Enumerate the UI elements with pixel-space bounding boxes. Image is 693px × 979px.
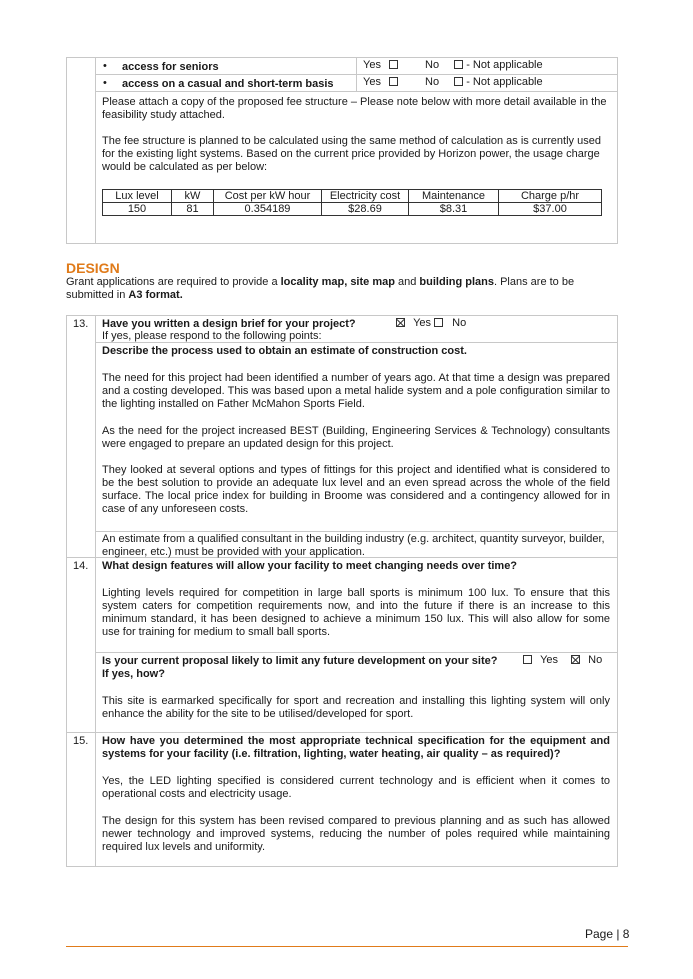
fee-header-cell: Electricity cost [322, 190, 409, 203]
fee-header-cell: Cost per kW hour [214, 190, 322, 203]
row-label-casual: access on a casual and short-term basis [122, 78, 334, 90]
fee-value-cell: 81 [172, 203, 214, 216]
section-heading-design: DESIGN [66, 260, 120, 276]
q13-estimate-note: An estimate from a qualified consultant in the building industry (e.g. architect, quantity surveyor, builder, engineer, etc.) must be provided with your application. [102, 533, 605, 558]
fee-value-cell: $28.69 [322, 203, 409, 216]
q13-question: Have you written a design brief for your project? [102, 318, 356, 330]
fee-value-cell: $8.31 [409, 203, 499, 216]
fee-description: The fee structure is planned to be calculated using the same method of calculation as is currently used for the existing light systems. Based on the current price provided by Horizon power, the usage charge would be calculated as per below: [102, 135, 601, 173]
no-label: No [588, 654, 603, 666]
q13-para-2: As the need for the project increased BEST (Building, Engineering Services & Technology) consultants were engaged to prepare an updated design for this project. [102, 425, 610, 450]
no-label: No [425, 59, 440, 71]
na-label: - Not applicable [466, 76, 543, 88]
q15-question: How have you determined the most appropriate technical specification for the equipment and systems for your facility (i.e. filtration, lighting, water heating, air quality – as required)? [102, 735, 610, 760]
question-number: 14. [73, 560, 89, 572]
q13-para-1: The need for this project had been identified a number of years ago. At that time a design was prepared and a costing developed. This was based upon a metal halide system and a pole configuration similar to the lighting installed on Father McMahon Sports Field. [102, 372, 610, 410]
no-label: No [425, 76, 440, 88]
q14-para-2: This site is earmarked specifically for sport and recreation and installing this lighting system will only enhance the ability for the site to be utilised/developed for sport. [102, 695, 610, 720]
yes-checkbox[interactable] [523, 655, 532, 664]
fee-value-cell: 150 [103, 203, 172, 216]
q13-subheading: Describe the process used to obtain an estimate of construction cost. [102, 345, 467, 357]
fee-header-cell: Maintenance [409, 190, 499, 203]
yes-option [363, 76, 398, 89]
fee-instruction: Please attach a copy of the proposed fee structure – Please note below with more detail available in the feasibility study attached. [102, 96, 607, 121]
na-label: - Not applicable [466, 59, 543, 71]
bullet-icon: • [103, 77, 107, 89]
footer-rule [66, 946, 628, 947]
fee-value-cell: 0.354189 [214, 203, 322, 216]
design-intro [66, 276, 614, 302]
q14-subquestion: Is your current proposal likely to limit any future development on your site? [102, 655, 498, 667]
no-option [425, 59, 543, 72]
yes-label: Yes [540, 654, 559, 666]
page-number: Page | 8 [585, 927, 630, 941]
no-option [425, 76, 543, 89]
yes-label: Yes [363, 76, 381, 88]
q13-answer [396, 317, 466, 330]
fee-value-cell: $37.00 [499, 203, 602, 216]
fee-table-header [103, 190, 602, 203]
row-label-seniors: access for seniors [122, 61, 219, 73]
yes-label: Yes [413, 317, 432, 329]
bullet-icon: • [103, 60, 107, 72]
q14-subquestion-2: If yes, how? [102, 668, 165, 680]
no-checkbox-checked[interactable] [571, 655, 580, 664]
fee-header-cell: Lux level [103, 190, 172, 203]
intro-bold: building plans [419, 276, 494, 288]
question-number: 13. [73, 318, 89, 330]
na-checkbox[interactable] [454, 77, 463, 86]
fee-table [102, 189, 602, 216]
yes-checkbox[interactable] [389, 77, 398, 86]
fee-table-row [103, 203, 602, 216]
fee-header-cell: kW [172, 190, 214, 203]
yes-checkbox[interactable] [389, 60, 398, 69]
no-label: No [452, 317, 467, 329]
q15-para-1: Yes, the LED lighting specified is considered current technology and is efficient when it comes to operational costs and electricity usage. [102, 775, 610, 800]
question-number: 15. [73, 735, 89, 747]
fee-header-cell: Charge p/hr [499, 190, 602, 203]
intro-text: . Plans are to be submitted in [66, 276, 575, 301]
q14-question: What design features will allow your facility to meet changing needs over time? [102, 560, 518, 572]
q13-para-3: They looked at several options and types of fittings for this project and identified what is considered to be the best solution to provide an adequate lux level and an even spread across the whole of the field surface. The local price index for building in Broome was considered and a contingency allowed for in case of any unforeseen costs. [102, 464, 610, 515]
q14-para-1: Lighting levels required for competition in large ball sports is minimum 100 lux. To ensure that this system caters for competition requirements now, and into the future if there is an increase to this minimum standard, it has been designed to achieve a minimum 150 lux. This will also allow for some use for training for medium to small ball sports. [102, 587, 610, 638]
intro-bold: locality map, site map [280, 276, 395, 288]
no-checkbox[interactable] [434, 318, 443, 327]
yes-label: Yes [363, 59, 381, 71]
intro-bold: A3 format. [128, 289, 183, 301]
intro-text: and [394, 276, 420, 288]
intro-text: Grant applications are required to provide a [66, 276, 281, 288]
q14-answer [523, 654, 602, 667]
q13-note: If yes, please respond to the following points: [102, 330, 322, 342]
q15-para-2: The design for this system has been revised compared to previous planning and as such has allowed newer technology and improved systems, reducing the number of poles required while maintaining required lux levels and uniformity. [102, 815, 610, 853]
yes-checkbox-checked[interactable] [396, 318, 405, 327]
na-checkbox[interactable] [454, 60, 463, 69]
yes-option [363, 59, 398, 72]
